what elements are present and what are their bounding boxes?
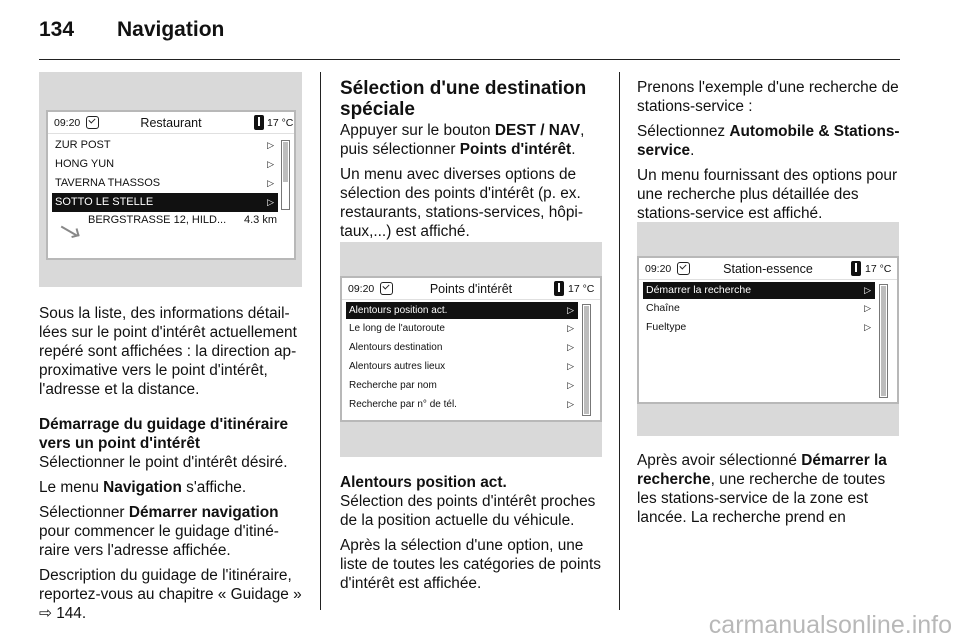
paragraph: Sélectionnez Automobile & Stations-service. bbox=[637, 123, 900, 159]
station-screen-panel bbox=[637, 222, 899, 436]
column-1-text bbox=[39, 304, 304, 629]
list-item[interactable]: Recherche par nom ▷ bbox=[346, 376, 578, 395]
chevron-right-icon: ▷ bbox=[864, 322, 871, 332]
chevron-right-icon: ▷ bbox=[567, 323, 574, 333]
screen-time: 09:20 bbox=[348, 282, 375, 295]
paragraph: Après la sélection d'une option, une liste de toutes les catégories de points d'intérêt est affichée. bbox=[340, 537, 601, 592]
screen-temperature: 17 °C bbox=[865, 262, 892, 275]
poi-list bbox=[52, 136, 278, 212]
list-item[interactable]: HONG YUN ▷ bbox=[52, 155, 278, 174]
screen-temperature: 17 °C bbox=[568, 282, 595, 295]
column-divider bbox=[320, 72, 321, 610]
screen-time: 09:20 bbox=[645, 262, 672, 275]
chevron-right-icon: ▷ bbox=[267, 197, 274, 207]
direction-arrow-icon bbox=[61, 226, 78, 237]
paragraph: Description du guidage de l'itinéraire, reportez-vous au chapitre « Guidage » ⇨ 144. bbox=[39, 567, 302, 622]
page-header bbox=[39, 18, 224, 48]
poi-address: BERGSTRASSE 12, HILD... bbox=[88, 214, 227, 226]
paragraph: Après avoir sélectionné Démarrer la recherche, une recherche de toutes les stations-service de la zone est lancée. La recherche prend en bbox=[637, 452, 887, 526]
chevron-right-icon: ▷ bbox=[567, 305, 574, 315]
section-heading: Sélection d'une destination spéciale bbox=[340, 78, 587, 120]
paragraph: Appuyer sur le bouton DEST / NAV, puis sélectionner Points d'intérêt. bbox=[340, 122, 585, 158]
screen-header bbox=[48, 112, 294, 134]
paragraph: Sélection des points d'intérêt proches de la position actuelle du véhicule. bbox=[340, 493, 596, 529]
column-2-text-bottom bbox=[340, 473, 605, 599]
screen-title: Station-essence bbox=[723, 261, 813, 276]
subheading: Alentours position act. bbox=[340, 474, 507, 491]
header-rule bbox=[39, 59, 900, 60]
paragraph: Sélectionner le point d'intérêt désiré. bbox=[39, 454, 288, 471]
screen-header bbox=[342, 278, 600, 300]
paragraph: Le menu Navigation s'affiche. bbox=[39, 479, 247, 496]
restaurant-screen-panel bbox=[39, 72, 302, 287]
list-item-selected[interactable]: Démarrer la recherche ▷ bbox=[643, 282, 875, 299]
thermometer-icon bbox=[254, 115, 264, 130]
list-item[interactable]: Chaîne ▷ bbox=[643, 299, 875, 318]
section-title: Navigation bbox=[117, 18, 225, 41]
paragraph: Sous la liste, des informations détaillées sur le point d'intérêt actuellement repéré sont affichées : la direction approximative vers le point d'intérêt, l'adresse et la distance. bbox=[39, 305, 297, 398]
scrollbar[interactable] bbox=[281, 140, 290, 210]
paragraph: Prenons l'exemple d'une recherche de stations-service : bbox=[637, 79, 899, 115]
station-options-list bbox=[643, 282, 875, 337]
station-screen bbox=[637, 256, 899, 404]
poi-screen-panel bbox=[340, 242, 602, 457]
chevron-right-icon: ▷ bbox=[267, 159, 274, 169]
screen-header bbox=[639, 258, 897, 280]
restaurant-screen bbox=[46, 110, 296, 260]
paragraph: Sélectionner Démarrer navigation pour commencer le guidage d'itinéraire vers l'adresse affichée. bbox=[39, 504, 279, 559]
chevron-right-icon: ▷ bbox=[567, 380, 574, 390]
page-number: 134 bbox=[39, 18, 75, 41]
list-item[interactable]: TAVERNA THASSOS ▷ bbox=[52, 174, 278, 193]
chevron-right-icon: ▷ bbox=[567, 342, 574, 352]
scrollbar[interactable] bbox=[582, 304, 591, 416]
chevron-right-icon: ▷ bbox=[267, 140, 274, 150]
poi-screen bbox=[340, 276, 602, 422]
subheading: Démarrage du guidage d'itinéraire vers un point d'intérêt bbox=[39, 416, 289, 452]
page-reference-icon: ⇨ bbox=[39, 605, 52, 622]
chevron-right-icon: ▷ bbox=[267, 178, 274, 188]
list-item[interactable]: ZUR POST ▷ bbox=[52, 136, 278, 155]
poi-options-list bbox=[346, 302, 578, 414]
column-2-text-top bbox=[340, 72, 605, 247]
screen-title: Points d'intérêt bbox=[429, 281, 513, 296]
list-item[interactable]: Le long de l'autoroute ▷ bbox=[346, 319, 578, 338]
screen-time: 09:20 bbox=[54, 116, 81, 129]
paragraph: Un menu fournissant des options pour une recherche plus détaillée des stations-service est affiché. bbox=[637, 167, 898, 222]
paragraph: Un menu avec diverses options de sélection des points d'intérêt (p. ex. restaurants, stations-services, hôpitaux,...) est affiché. bbox=[340, 166, 583, 240]
screen-temperature: 17 °C bbox=[267, 116, 294, 129]
scrollbar[interactable] bbox=[879, 284, 888, 398]
chevron-right-icon: ▷ bbox=[567, 399, 574, 409]
list-item[interactable]: Alentours autres lieux ▷ bbox=[346, 357, 578, 376]
chevron-right-icon: ▷ bbox=[567, 361, 574, 371]
list-item[interactable]: Fueltype ▷ bbox=[643, 318, 875, 337]
list-item-selected[interactable]: Alentours position act. ▷ bbox=[346, 302, 578, 319]
list-item[interactable]: Recherche par n° de tél. ▷ bbox=[346, 395, 578, 414]
chevron-right-icon: ▷ bbox=[864, 285, 871, 295]
watermark: carmanualsonline.info bbox=[708, 611, 952, 639]
screen-title: Restaurant bbox=[140, 115, 202, 130]
column-3-text-bottom bbox=[637, 451, 902, 533]
chevron-right-icon: ▷ bbox=[864, 303, 871, 313]
thermometer-icon bbox=[851, 261, 861, 276]
column-3-text-top bbox=[637, 78, 902, 229]
poi-distance: 4.3 km bbox=[244, 214, 278, 226]
thermometer-icon bbox=[554, 281, 564, 296]
list-item[interactable]: Alentours destination ▷ bbox=[346, 338, 578, 357]
list-item-selected[interactable]: SOTTO LE STELLE ▷ bbox=[52, 193, 278, 212]
column-divider bbox=[619, 72, 620, 610]
